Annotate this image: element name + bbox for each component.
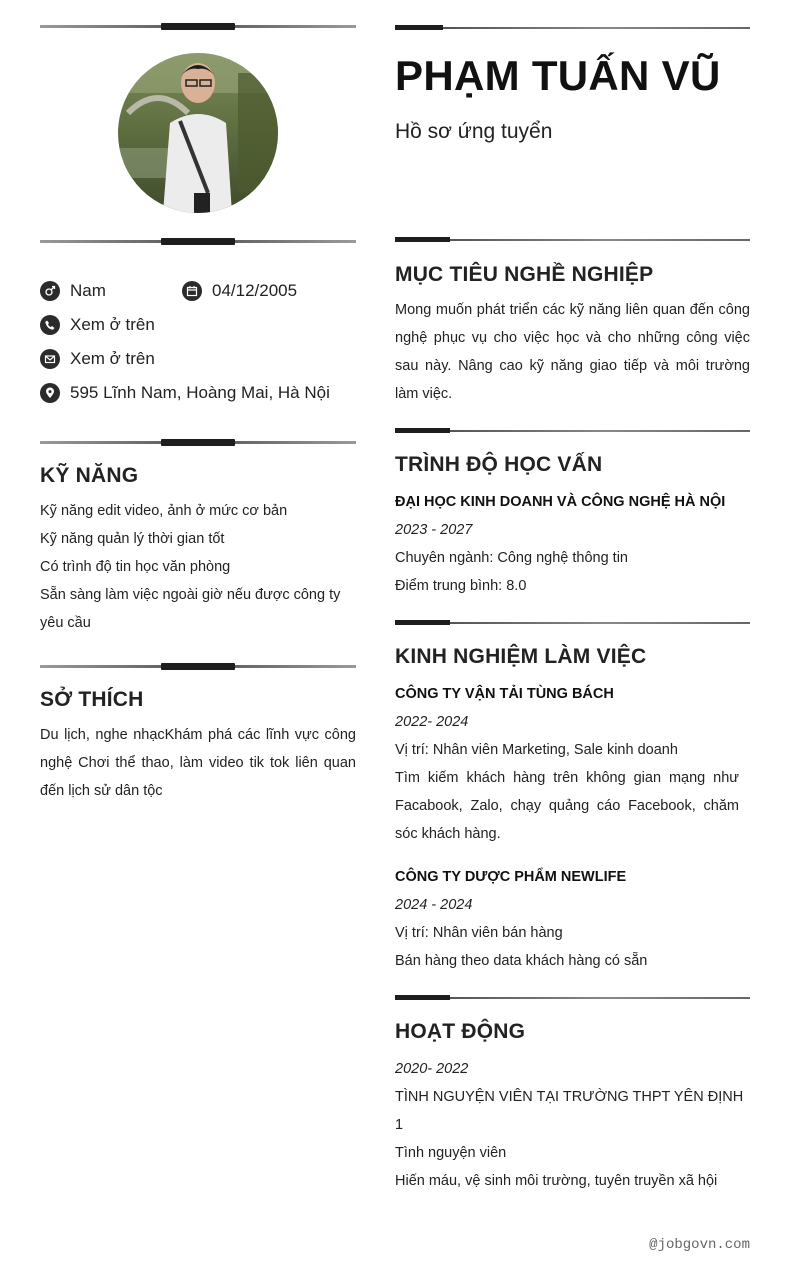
section-divider <box>395 620 750 626</box>
email-value: Xem ở trên <box>70 349 155 368</box>
school-name: ĐẠI HỌC KINH DOANH VÀ CÔNG NGHỆ HÀ NỘI <box>395 494 726 510</box>
email-icon <box>40 349 60 369</box>
job-position: Vị trí: Nhân viên bán hàng <box>395 925 563 941</box>
activity-role: Tình nguyện viên <box>395 1145 507 1161</box>
education-major: Chuyên ngành: Công nghệ thông tin <box>395 550 628 566</box>
section-divider <box>40 438 356 447</box>
address-row <box>40 381 330 405</box>
phone-value: Xem ở trên <box>70 315 155 334</box>
skill-item: Kỹ năng quản lý thời gian tốt <box>40 531 225 547</box>
gender-value: Nam <box>70 281 106 300</box>
page-subtitle: Hồ sơ ứng tuyển <box>395 120 553 143</box>
objective-text: Mong muốn phát triển các kỹ năng liên quan đến công nghệ phục vụ cho việc học và cho những công việc sau này. Nâng cao kỹ năng giao tiếp và môi trường làm việc. <box>395 302 750 402</box>
phone-row <box>40 313 155 337</box>
birthdate-value: 04/12/2005 <box>212 281 298 300</box>
skill-item: Kỹ năng edit video, ảnh ở mức cơ bản <box>40 503 288 519</box>
section-divider <box>40 237 356 246</box>
activity-description: Hiến máu, vệ sinh môi trường, tuyên truyền xã hội <box>395 1173 718 1189</box>
skills-title: KỸ NĂNG <box>40 464 139 487</box>
skill-item: Có trình độ tin học văn phòng <box>40 559 231 575</box>
phone-icon <box>40 315 60 335</box>
watermark: @jobgovn.com <box>649 1237 750 1253</box>
section-divider <box>395 25 750 31</box>
education-gpa: Điểm trung bình: 8.0 <box>395 578 527 594</box>
job-period: 2022- 2024 <box>395 714 469 730</box>
section-divider <box>395 428 750 434</box>
job-period: 2024 - 2024 <box>395 897 473 913</box>
avatar <box>118 53 278 213</box>
job-position: Vị trí: Nhân viên Marketing, Sale kinh doanh <box>395 742 678 758</box>
calendar-icon <box>182 281 202 301</box>
job-description: Bán hàng theo data khách hàng có sẵn <box>395 953 648 969</box>
gender-row <box>40 279 106 303</box>
experience-title: KINH NGHIỆM LÀM VIỆC <box>395 645 647 668</box>
section-divider <box>40 662 356 671</box>
education-title: TRÌNH ĐỘ HỌC VẤN <box>395 453 603 476</box>
activity-organization: TÌNH NGUYỆN VIÊN TẠI TRƯỜNG THPT YÊN ĐỊNH 1 <box>395 1089 744 1133</box>
skills-list <box>40 497 356 637</box>
education-period: 2023 - 2027 <box>395 522 473 538</box>
job-description: Tìm kiếm khách hàng trên không gian mạng như Facabook, Zalo, chạy quảng cáo Facebook, chăm sóc khách hàng. <box>395 770 739 842</box>
section-divider <box>395 995 750 1001</box>
birthdate-row <box>182 279 297 303</box>
location-icon <box>40 383 60 403</box>
address-value: 595 Lĩnh Nam, Hoàng Mai, Hà Nội <box>70 383 330 402</box>
job-company: CÔNG TY VẬN TẢI TÙNG BÁCH <box>395 686 614 702</box>
gender-icon <box>40 281 60 301</box>
candidate-name: PHẠM TUẤN VŨ <box>395 52 721 99</box>
skill-item: Sẵn sàng làm việc ngoài giờ nếu được công ty yêu cầu <box>40 587 341 631</box>
hobbies-title: SỞ THÍCH <box>40 688 144 711</box>
job-company: CÔNG TY DƯỢC PHẨM NEWLIFE <box>395 869 627 885</box>
activities-title: HOẠT ĐỘNG <box>395 1020 526 1043</box>
objective-title: MỤC TIÊU NGHỀ NGHIỆP <box>395 263 654 286</box>
email-row <box>40 347 155 371</box>
hobbies-text: Du lịch, nghe nhạcKhám phá các lĩnh vực công nghệ Chơi thể thao, làm video tik tok liên quan đến lịch sử dân tộc <box>40 727 356 799</box>
section-divider <box>40 22 356 31</box>
section-divider <box>395 237 750 243</box>
activity-period: 2020- 2022 <box>395 1061 469 1077</box>
